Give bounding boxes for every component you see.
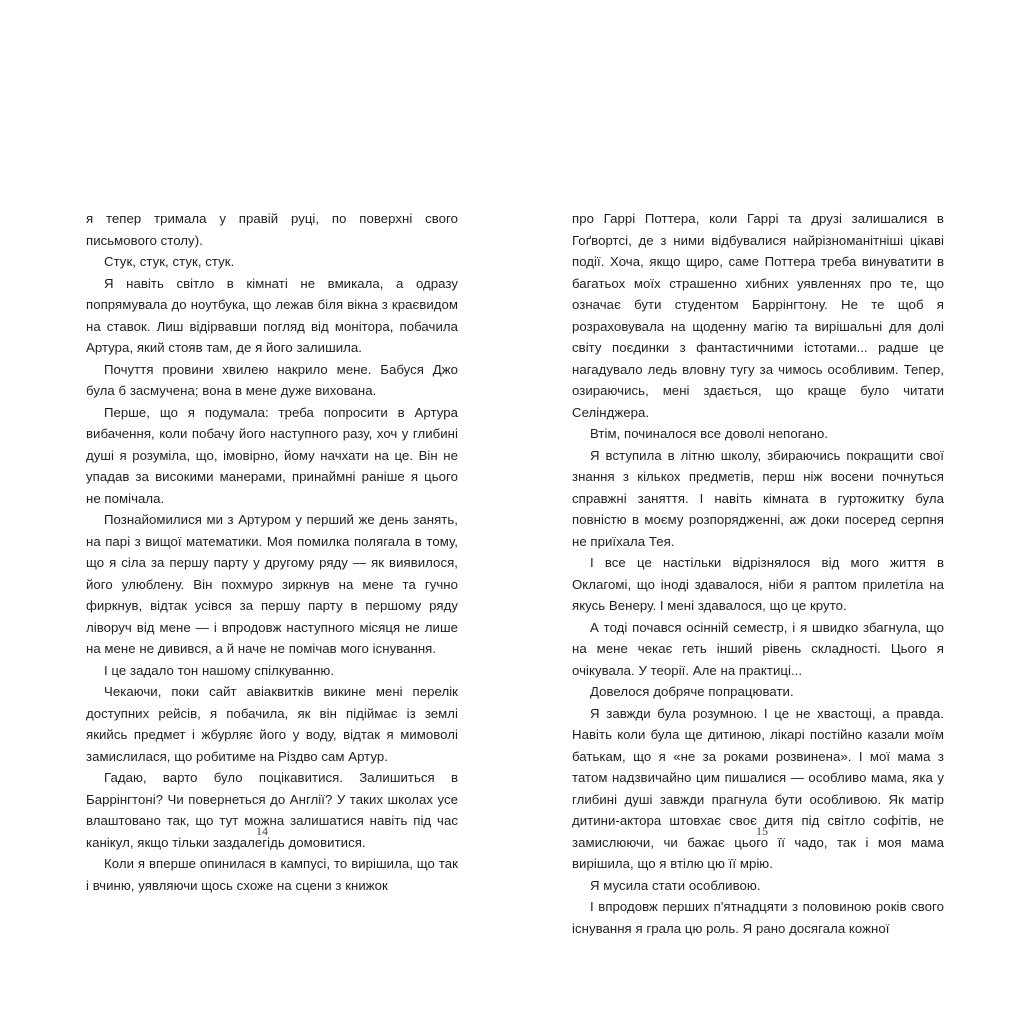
paragraph: Перше, що я подумала: треба попросити в Артура вибачення, коли побачу його наступного разу, хоч у глибині душі я розуміла, що, імовірно, йому начхати на це. Він не упадав за високими манерами, принаймні раніше я цього не помічала. (86, 404, 458, 506)
paragraph: І все це настільки відрізнялося від мого життя в Оклагомі, що іноді здавалося, ніби я раптом прилетіла на якусь Венеру. І мені здавалося, що це круто. (572, 555, 944, 613)
snowflake-border-icon (0, 808, 1024, 888)
paragraph: А тоді почався осінній семестр, і я швидко збагнула, що на мене чекає геть інший рівень складності. Цього я очікувала. У теорії. Але на практиці... (572, 619, 944, 678)
paragraph: про Гаррі Поттера, коли Гаррі та друзі залишалися в Гоґвортсі, де з ними відбувалися найрізноманітніші цікаві події. Хоча, якщо щиро, саме Поттера треба винуватити в багатьох моїх страшенно хибних уявленнях про те, що означає бути студентом Баррінгтону. Не те щоб я розраховувала на щоденну магію та вирішальні для долі світу поєдинки з фантастичними істотами... радше це нагадувало ледь вловну тугу за чимось особливим. Тепер, озираючись, мені здається, що краще було читати Селінджера. (572, 211, 944, 420)
paragraph: Гадаю, варто було поцікавитися. Залишиться в Баррінгтоні? Чи повернеться до Англії? У таких школах усе влаштовано так, що тут можна залишатися навіть під час канікул, якщо тільки заздалегідь домовитися. (86, 770, 458, 850)
paragraph: Я мусила стати особливою. (590, 877, 761, 893)
paragraph: Я навіть світло в кімнаті не вмикала, а одразу попрямувала до ноутбука, що лежав біля вікна з краєвидом на ставок. Лиш відірвавши погляд від монітора, побачила Артура, який стояв там, де я його залишила. (86, 275, 458, 355)
page-number-left: 14 (256, 824, 268, 838)
paragraph: Довелося добряче попрацювати. (590, 684, 794, 699)
paragraph: І впродовж перших п'ятнадцяти з половиною років свого існування я грала цю роль. Я рано досягала кожної (572, 899, 944, 936)
paragraph: Чекаючи, поки сайт авіаквитків викине мені перелік доступних рейсів, я побачила, як він підіймає із землі якийсь предмет і жбурляє його у воду, відтак я мимоволі замислилася, що робитиме на Різдво сам Артур. (86, 684, 458, 764)
paragraph: Втім, починалося все доволі непогано. (590, 426, 829, 441)
paragraph: І це задало тон нашому спілкуванню. (104, 662, 335, 678)
paragraph: Почуття провини хвилею накрило мене. Бабуся Джо була б засмучена; вона в мене дуже вихована. (86, 361, 458, 398)
paragraph: Я вступила в літню школу, збираючись покращити свої знання з кількох предметів, перш ніж восени почнуться справжні заняття. І навіть кімната в гуртожитку була повністю в моєму розпорядженні, аж доки посеред серпня не приїхала Тея. (572, 447, 944, 549)
paragraph: Я завжди була розумною. І це не хвастощі, а правда. Навіть коли була ще дитиною, лікарі постійно казали моїм батькам, що я «не за роками розвинена». І мої мама з татом надзвичайно цим пишалися — особливо мама, яка у глибині душі завжди прагнула бути особливою. Як матір дитини-актора штовхає своє дитя під світло софітів, не замислюючи, чи бажає цього її чадо, так і моя мама вирішила, що я втілю цю її мрію. (572, 705, 944, 871)
paragraph: Коли я вперше опинилася в кампусі, то вирішила, що так і вчиню, уявляючи щось схоже на сцени з книжок (86, 856, 458, 893)
paragraph: я тепер тримала у правій руці, по поверхні свого письмового столу). (86, 211, 458, 248)
paragraph: Стук, стук, стук, стук. (104, 254, 235, 269)
left-page-text (86, 208, 458, 896)
page-number-right: 15 (756, 824, 768, 838)
paragraph: Познайомилися ми з Артуром у перший же день занять, на парі з вищої математики. Моя помилка полягала в тому, що я сіла за першу парту у другому ряду — як виявилося, його улюблену. Він похмуро зиркнув на мене та гучно фиркнув, відтак усівся за першу парту в першому ряду ліворуч від мене — і впродовж наступного місяця не лише на мене не дивився, а й наче не помічав мого існування. (86, 512, 458, 656)
